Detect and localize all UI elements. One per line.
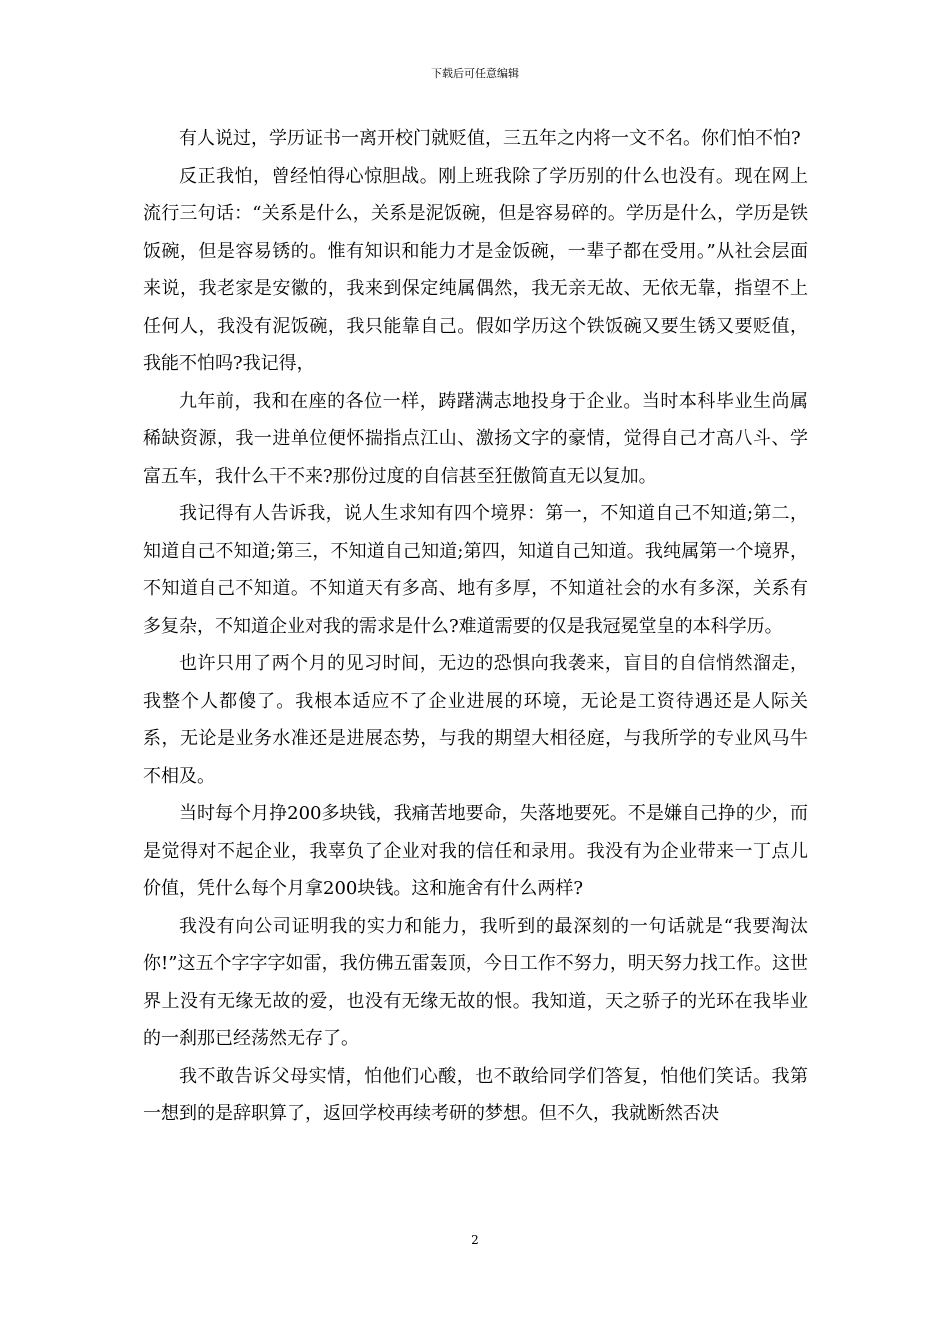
paragraph: 也许只用了两个月的见习时间，无边的恐惧向我袭来，盲目的自信悄然溜走，我整个人都傻了。我根本适应不了企业进展的环境，无论是工资待遇还是人际关系，无论是业务水准还是进展态势，与我的期望大相径庭，与我所学的专业风马牛不相及。 — [143, 653, 808, 787]
paragraph: 我记得有人告诉我，说人生求知有四个境界：第一，不知道自己不知道;第二，知道自己不知道;第三，不知道自己知道;第四，知道自己知道。我纯属第一个境界，不知道自己不知道。不知道天有多高、地有多厚，不知道社会的水有多深，关系有多复杂，不知道企业对我的需求是什么?难道需要的仅是我冠冕堂皇的本科学历。 — [143, 503, 808, 637]
page-number: 2 — [471, 1233, 479, 1247]
paragraph: 我没有向公司证明我的实力和能力，我听到的最深刻的一句话就是“我要淘汰你!”这五个字字字如雷，我仿佛五雷轰顶，今日工作不努力，明天努力找工作。这世界上没有无缘无故的爱，也没有无缘无故的恨。我知道，天之骄子的光环在我毕业的一刹那已经荡然无存了。 — [143, 915, 808, 1049]
page-header: 下载后可任意编辑 — [431, 67, 519, 80]
document-body — [143, 120, 808, 1133]
paragraph: 我不敢告诉父母实情，怕他们心酸，也不敢给同学们答复，怕他们笑话。我第一想到的是辞职算了，返回学校再续考研的梦想。但不久，我就断然否决 — [143, 1065, 808, 1124]
paragraph: 有人说过，学历证书一离开校门就贬值，三五年之内将一文不名。你们怕不怕? — [179, 128, 801, 149]
paragraph: 反正我怕，曾经怕得心惊胆战。刚上班我除了学历别的什么也没有。现在网上流行三句话：“关系是什么，关系是泥饭碗，但是容易碎的。学历是什么，学历是铁饭碗，但是容易锈的。惟有知识和能力才是金饭碗，一辈子都在受用。”从社会层面来说，我老家是安徽的，我来到保定纯属偶然，我无亲无故、无依无靠，指望不上任何人，我没有泥饭碗，我只能靠自己。假如学历这个铁饭碗又要生锈又要贬值，我能不怕吗?我记得， — [143, 165, 808, 374]
paragraph: 当时每个月挣200多块钱，我痛苦地要命，失落地要死。不是嫌自己挣的少，而是觉得对不起企业，我辜负了企业对我的信任和录用。我没有为企业带来一丁点儿价值，凭什么每个月拿200块钱。这和施舍有什么两样? — [143, 803, 808, 899]
paragraph: 九年前，我和在座的各位一样，踌躇满志地投身于企业。当时本科毕业生尚属稀缺资源，我一进单位便怀揣指点江山、激扬文字的豪情，觉得自己才高八斗、学富五车，我什么干不来?那份过度的自信甚至狂傲简直无以复加。 — [143, 390, 808, 487]
